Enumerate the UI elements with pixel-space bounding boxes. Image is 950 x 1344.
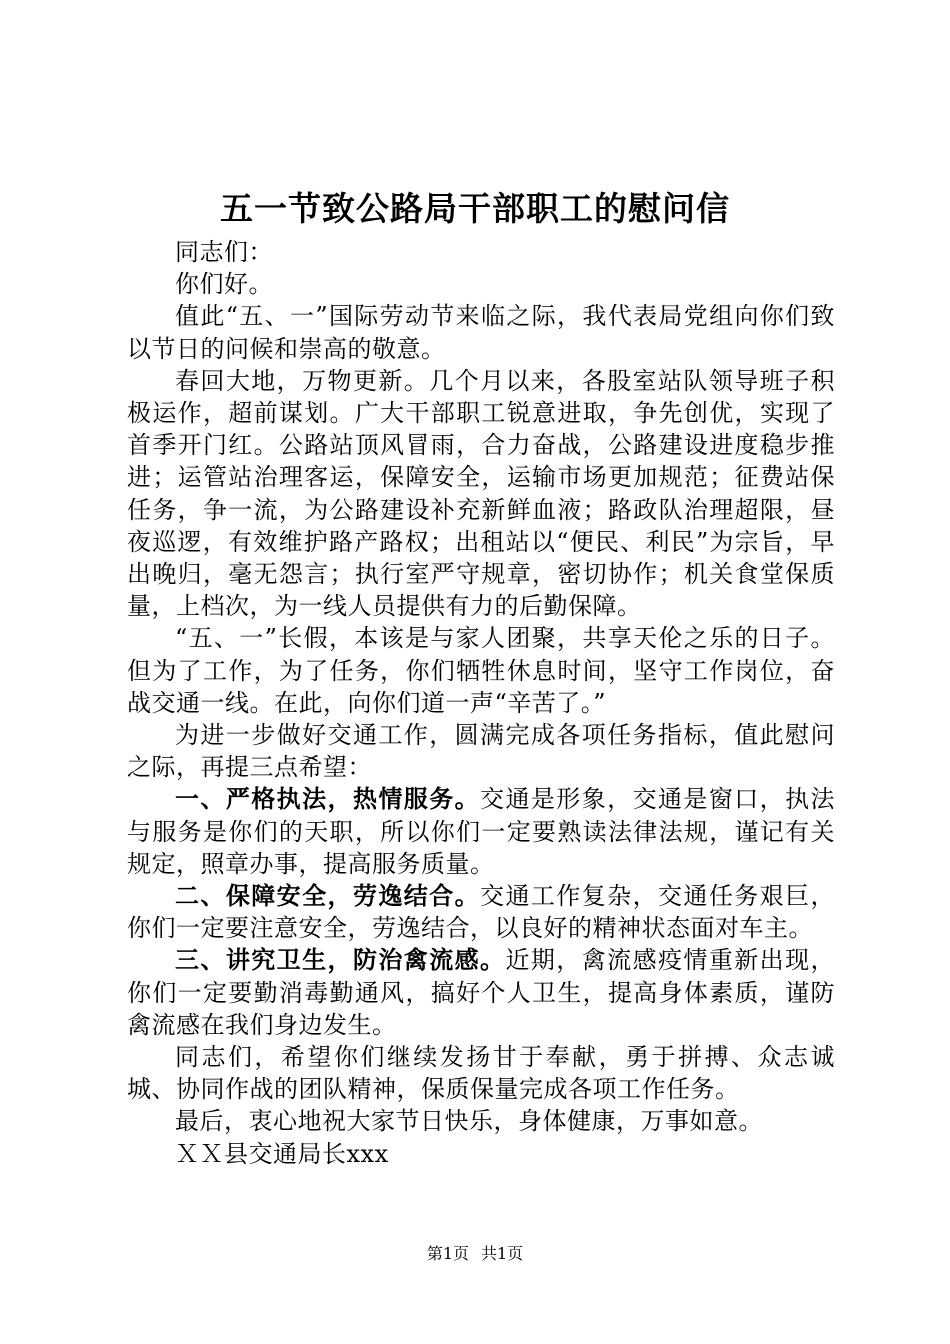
hope-item [127,783,835,880]
salutation: 同志们： [175,238,273,266]
hope-heading: 三、讲究卫生，防治禽流感。 [175,945,506,975]
page-total: 共1页 [481,1244,524,1263]
paragraph-wishes: 最后，衷心地祝大家节日快乐，身体健康，万事如意。 [175,1107,763,1136]
paragraph-intro: 值此“五、一”国际劳动节来临之际，我代表局党组向你们致以节日的问候和崇高的敬意。 [127,302,835,363]
paragraph-holiday: “五、一”长假，本该是与家人团聚，共享天伦之乐的日子。但为了工作，为了任务，你们牺牲休息时间，坚守工作岗位，奋战交通一线。在此，向你们道一声“辛苦了。” [127,624,835,717]
hope-text: 交通工作复杂，交通任务艰巨，你们一定要注意安全，劳逸结合，以良好的精神状态面对车主。 [127,882,836,943]
hope-item [127,944,835,1041]
hope-item [127,880,835,944]
page-footer [0,1243,950,1265]
page-number: 第1页 [426,1244,469,1263]
letter-body [127,236,835,1170]
greeting: 你们好。 [175,270,273,299]
hope-heading: 二、保障安全，劳逸结合。 [175,881,481,911]
document-title: 五一节致公路局干部职工的慰问信 [220,189,730,228]
hope-text: 交通是形象，交通是窗口，执法与服务是你们的天职，所以你们一定要熟读法律法规，谨记有关规定，照章办事，提高服务质量。 [127,785,836,878]
paragraph-hopes-intro: 为进一步做好交通工作，圆满完成各项任务指标，值此慰问之际，再提三点希望： [127,721,835,782]
hope-heading: 一、严格执法，热情服务。 [175,784,481,814]
hope-text: 近期，禽流感疫情重新出现，你们一定要勤消毒勤通风，搞好个人卫生，提高身体素质，谨防禽流感在我们身边发生。 [127,946,836,1039]
signature: ＸＸ县交通局长xxx [175,1139,389,1168]
paragraph-encouragement: 同志们，希望你们继续发扬甘于奉献，勇于拼搏、众志诚城、协同作战的团队精神，保质保量完成各项工作任务。 [127,1043,835,1104]
paragraph-achievements: 春回大地，万物更新。几个月以来，各股室站队领导班子积极运作，超前谋划。广大干部职工锐意进取，争先创优，实现了首季开门红。公路站顶风冒雨，合力奋战，公路建设进度稳步推进；运管站治理客运，保障安全，运输市场更加规范；征费站保任务，争一流，为公路建设补充新鲜血液；路政队治理超限，昼夜巡逻，有效维护路产路权；出租站以“便民、利民”为宗旨，早出晚归，毫无怨言；执行室严守规章，密切协作；机关食堂保质量，上档次，为一线人员提供有力的后勤保障。 [127,366,835,621]
